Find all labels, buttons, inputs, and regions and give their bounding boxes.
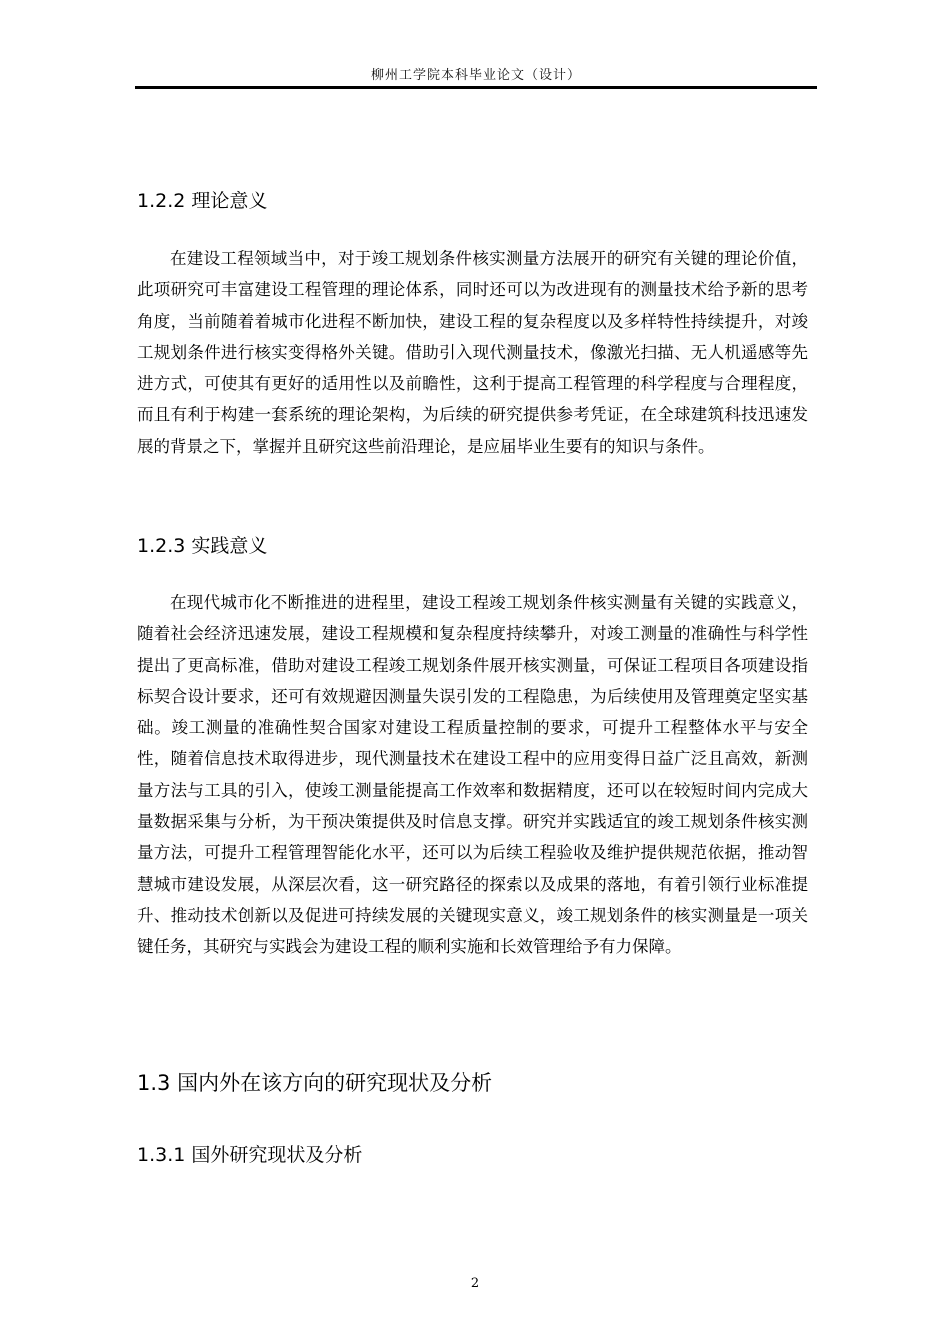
heading-1-3-1: 1.3.1 国外研究现状及分析 — [137, 1144, 363, 1166]
heading-1-2-2: 1.2.2 理论意义 — [137, 190, 268, 212]
page-number: 2 — [470, 1276, 480, 1291]
paragraph-theoretical-significance: 在建设工程领域当中，对于竣工规划条件核实测量方法展开的研究有关键的理论价值，此项研究可丰富建设工程管理的理论体系，同时还可以为改进现有的测量技术给予新的思考角度，当前随着着城市化进程不断加快，建设工程的复杂程度以及多样特性持续提升，对竣工规划条件进行核实变得格外关键。借助引入现代测量技术，像激光扫描、无人机遥感等先进方式，可使其有更好的适用性以及前瞻性，这利于提高工程管理的科学程度与合理程度，而且有利于构建一套系统的理论架构，为后续的研究提供参考凭证，在全球建筑科技迅速发展的背景之下，掌握并且研究这些前沿理论，是应届毕业生要有的知识与条件。 — [137, 249, 808, 456]
heading-1-2-3: 1.2.3 实践意义 — [137, 535, 268, 557]
header-rule — [135, 86, 817, 89]
running-header: 柳州工学院本科毕业论文（设计） — [370, 68, 581, 83]
paragraph-practical-significance: 在现代城市化不断推进的进程里，建设工程竣工规划条件核实测量有关键的实践意义，随着社会经济迅速发展，建设工程规模和复杂程度持续攀升，对竣工测量的准确性与科学性提出了更高标准，借助对建设工程竣工规划条件展开核实测量，可保证工程项目各项建设指标契合设计要求，还可有效规避因测量失误引发的工程隐患，为后续使用及管理奠定坚实基础。竣工测量的准确性契合国家对建设工程质量控制的要求，可提升工程整体水平与安全性，随着信息技术取得进步，现代测量技术在建设工程中的应用变得日益广泛且高效，新测量方法与工具的引入，使竣工测量能提高工作效率和数据精度，还可以在较短时间内完成大量数据采集与分析，为干预决策提供及时信息支撑。研究并实践适宜的竣工规划条件核实测量方法，可提升工程管理智能化水平，还可以为后续工程验收及维护提供规范依据，推动智慧城市建设发展，从深层次看，这一研究路径的探索以及成果的落地，有着引领行业标准提升、推动技术创新以及促进可持续发展的关键现实意义，竣工规划条件的核实测量是一项关键任务，其研究与实践会为建设工程的顺利实施和长效管理给予有力保障。 — [137, 593, 808, 957]
heading-1-3: 1.3 国内外在该方向的研究现状及分析 — [137, 1071, 493, 1095]
